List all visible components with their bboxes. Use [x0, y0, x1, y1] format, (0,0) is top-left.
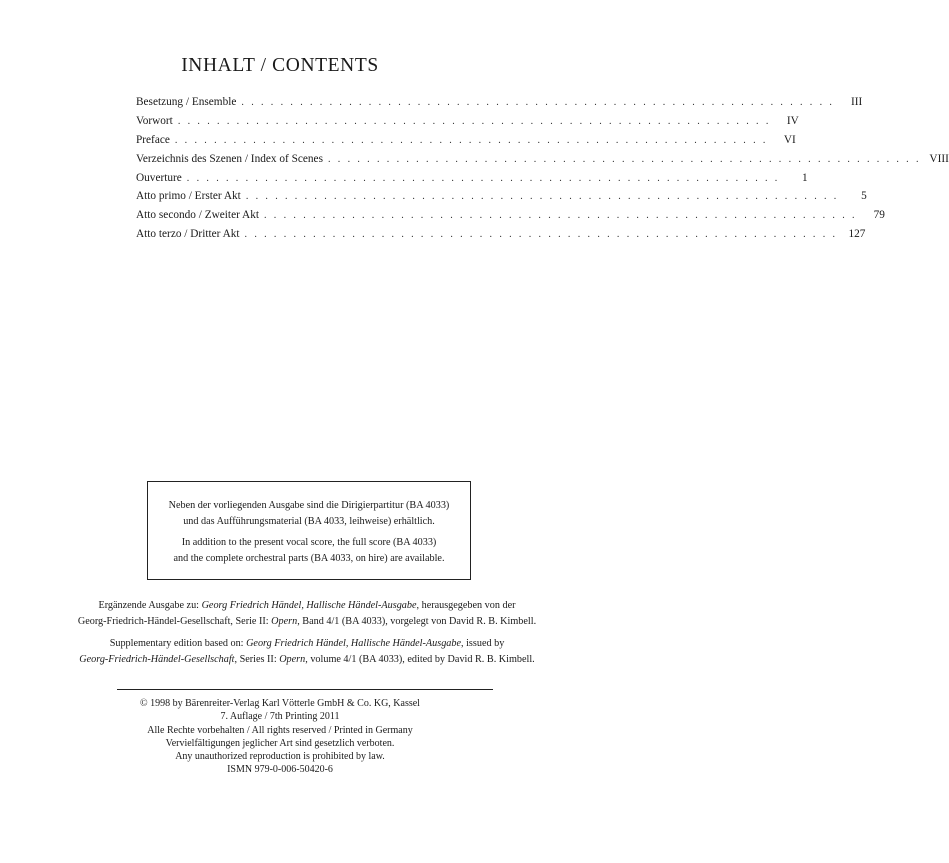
toc-entry[interactable] — [136, 96, 863, 115]
toc-entry-label: Besetzung / Ensemble — [136, 96, 237, 108]
imprint-line: ISMN 979-0-006-50420-6 — [227, 764, 333, 776]
toc-entry-page: 5 — [861, 190, 867, 203]
supp-text: , issued by — [461, 638, 505, 649]
supp-text: Ergänzende Ausgabe zu: — [98, 600, 202, 611]
toc-entry[interactable] — [136, 152, 949, 172]
toc-leader-dots: . . . . . . . . . . . . . . . . . . . . . . . . . . . . . . . . . . . . . . . . . . . . . . . . . . . . . . . . . . . . . — [327, 153, 921, 165]
supplementary-edition-de — [72, 598, 542, 629]
supp-italic-text: Georg Friedrich Händel, Hallische Händel-Ausgabe — [201, 600, 417, 611]
toc-leader-dots: . . . . . . . . . . . . . . . . . . . . . . . . . . . . . . . . . . . . . . . . . . . . . . . . . . . . . . . . . . . . . — [245, 191, 839, 203]
availability-notice-box — [147, 481, 471, 580]
toc-entry-label: Atto primo / Erster Akt — [136, 190, 241, 203]
toc-entry-page: VI — [783, 133, 796, 146]
supp-text: Supplementary edition based on: — [109, 638, 247, 649]
supp-de-line-1 — [72, 598, 542, 614]
supp-text: Georg-Friedrich-Händel-Gesellschaft, Serie II: — [77, 615, 272, 627]
toc-entry[interactable] — [136, 190, 867, 209]
notice-en-line: In addition to the present vocal score, the full score (BA 4033) — [181, 537, 437, 548]
toc-entry[interactable] — [136, 209, 885, 228]
toc-entry-label: Preface — [136, 133, 170, 146]
page-title: INHALT / CONTENTS — [181, 55, 379, 76]
supp-italic-text: Opern — [279, 653, 306, 665]
toc-entry-page: 1 — [802, 171, 808, 184]
imprint-line: Alle Rechte vorbehalten / All rights reserved / Printed in Germany — [147, 724, 413, 736]
toc-entry[interactable] — [136, 228, 866, 247]
toc-leader-dots: . . . . . . . . . . . . . . . . . . . . . . . . . . . . . . . . . . . . . . . . . . . . . . . . . . . . . . . . . . . . . — [174, 134, 768, 146]
toc-entry-page: 127 — [848, 228, 866, 241]
toc-entry-page: IV — [786, 114, 799, 127]
toc-entry-label: Atto terzo / Dritter Akt — [136, 228, 240, 241]
notice-de-line: und das Aufführungsmaterial (BA 4033, leihweise) erhältlich. — [183, 515, 435, 527]
toc-leader-dots: . . . . . . . . . . . . . . . . . . . . . . . . . . . . . . . . . . . . . . . . . . . . . . . . . . . . . . . . . . . . . — [241, 97, 835, 108]
toc-entry-page: VIII — [929, 152, 949, 165]
supp-de-line-2 — [72, 614, 542, 630]
supp-text: , Band 4/1 (BA 4033), vorgelegt von David R. B. Kimbell. — [297, 615, 537, 627]
toc-entry-page: 79 — [873, 209, 885, 222]
toc-entry-page: III — [851, 96, 863, 108]
imprint-line: Any unauthorized reproduction is prohibited by law. — [175, 751, 385, 763]
toc-entry[interactable] — [136, 133, 796, 153]
imprint-line: Vervielfältigungen jeglicher Art sind gesetzlich verboten. — [165, 737, 395, 749]
supp-italic-text: Georg Friedrich Händel, Hallische Händel-Ausgabe — [246, 638, 461, 649]
supp-italic-text: Georg-Friedrich-Händel-Gesellschaft — [79, 653, 235, 665]
supp-italic-text: Opern — [271, 615, 298, 627]
notice-en-line: and the complete orchestral parts (BA 4033, on hire) are available. — [173, 552, 445, 564]
supplementary-edition-en — [72, 636, 542, 667]
imprint-line: © 1998 by Bärenreiter-Verlag Karl Vötterle GmbH & Co. KG, Kassel — [140, 698, 420, 709]
supp-en-line-2 — [72, 652, 542, 668]
toc-entry-label: Vorwort — [136, 114, 173, 127]
imprint-line: 7. Auflage / 7th Printing 2011 — [220, 711, 340, 723]
toc-leader-dots: . . . . . . . . . . . . . . . . . . . . . . . . . . . . . . . . . . . . . . . . . . . . . . . . . . . . . . . . . . . . . — [177, 115, 771, 127]
divider-line — [117, 689, 493, 690]
toc-entry-label: Verzeichnis des Szenen / Index of Scenes — [136, 152, 323, 165]
toc-leader-dots: . . . . . . . . . . . . . . . . . . . . . . . . . . . . . . . . . . . . . . . . . . . . . . . . . . . . . . . . . . . . . — [264, 210, 857, 222]
toc-leader-dots: . . . . . . . . . . . . . . . . . . . . . . . . . . . . . . . . . . . . . . . . . . . . . . . . . . . . . . . . . . . . . — [186, 172, 780, 184]
supp-text: , volume 4/1 (BA 4033), edited by David R. B. Kimbell. — [305, 653, 535, 665]
supp-en-line-1 — [72, 636, 542, 652]
toc-leader-dots: . . . . . . . . . . . . . . . . . . . . . . . . . . . . . . . . . . . . . . . . . . . . . . . . . . . . . . . . . . . . . — [244, 229, 838, 241]
notice-de-line: Neben der vorliegenden Ausgabe sind die Dirigierpartitur (BA 4033) — [168, 500, 450, 511]
toc-entry[interactable] — [136, 114, 799, 134]
supp-text: , Series II: — [234, 653, 280, 665]
table-of-contents — [136, 96, 949, 247]
toc-entry-label: Atto secondo / Zweiter Akt — [136, 209, 259, 222]
supp-text: , herausgegeben von der — [416, 600, 516, 611]
copyright-imprint — [0, 697, 560, 777]
toc-entry[interactable] — [136, 171, 808, 191]
toc-entry-label: Ouverture — [136, 171, 182, 184]
